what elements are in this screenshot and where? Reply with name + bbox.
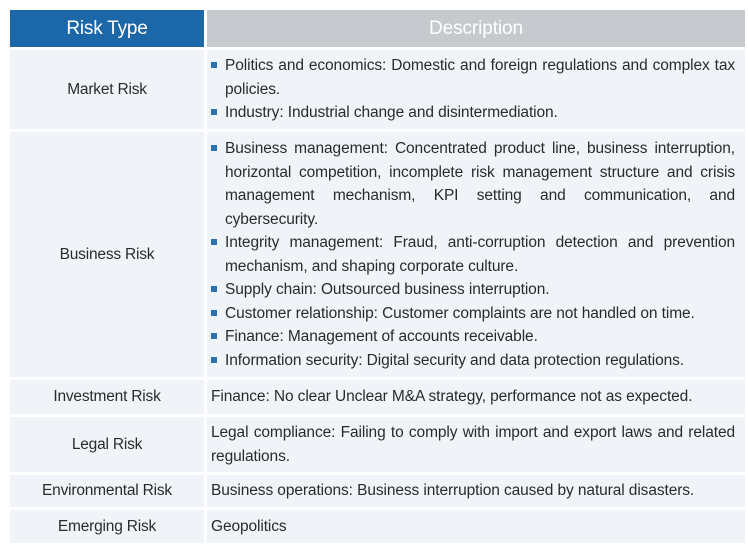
table-row — [10, 132, 745, 380]
list-item: Customer relationship: Customer complaints are not handled on time. — [211, 302, 735, 326]
description-cell — [207, 50, 745, 129]
list-item: Industry: Industrial change and disintermediation. — [211, 101, 735, 125]
list-item: Integrity management: Fraud, anti-corruption detection and prevention mechanism, and shaping corporate culture. — [211, 231, 735, 278]
description-cell — [207, 132, 745, 377]
table-row — [10, 417, 745, 475]
list-item: Finance: Management of accounts receivable. — [211, 325, 735, 349]
header-risk-type: Risk Type — [10, 10, 204, 47]
table-row — [10, 380, 745, 417]
bullet-square-icon — [211, 286, 217, 292]
list-item: Politics and economics: Domestic and foreign regulations and complex tax policies. — [211, 54, 735, 101]
description-cell: Business operations: Business interruption caused by natural disasters. — [207, 475, 745, 507]
bullet-square-icon — [211, 145, 217, 151]
risk-type-cell: Emerging Risk — [10, 510, 204, 543]
description-cell: Finance: No clear Unclear M&A strategy, performance not as expected. — [207, 380, 745, 414]
bullet-square-icon — [211, 62, 217, 68]
table-row — [10, 475, 745, 510]
bullet-square-icon — [211, 109, 217, 115]
risk-type-cell: Market Risk — [10, 50, 204, 129]
list-item: Information security: Digital security and data protection regulations. — [211, 349, 735, 373]
bullet-square-icon — [211, 310, 217, 316]
bullet-square-icon — [211, 333, 217, 339]
risk-table — [10, 10, 745, 546]
risk-type-cell: Environmental Risk — [10, 475, 204, 507]
bullet-square-icon — [211, 357, 217, 363]
table-header — [10, 10, 745, 50]
risk-type-cell: Legal Risk — [10, 417, 204, 472]
list-item: Business management: Concentrated product line, business interruption, horizontal competition, incomplete risk management structure and crisis management mechanism, KPI setting and communication, and cybersecurity. — [211, 137, 735, 231]
header-description: Description — [207, 10, 745, 47]
table-row — [10, 510, 745, 546]
risk-type-cell: Business Risk — [10, 132, 204, 377]
table-row — [10, 50, 745, 132]
risk-type-cell: Investment Risk — [10, 380, 204, 414]
description-cell: Geopolitics — [207, 510, 745, 543]
bullet-square-icon — [211, 239, 217, 245]
list-item: Supply chain: Outsourced business interruption. — [211, 278, 735, 302]
description-cell: Legal compliance: Failing to comply with import and export laws and related regulations. — [207, 417, 745, 472]
